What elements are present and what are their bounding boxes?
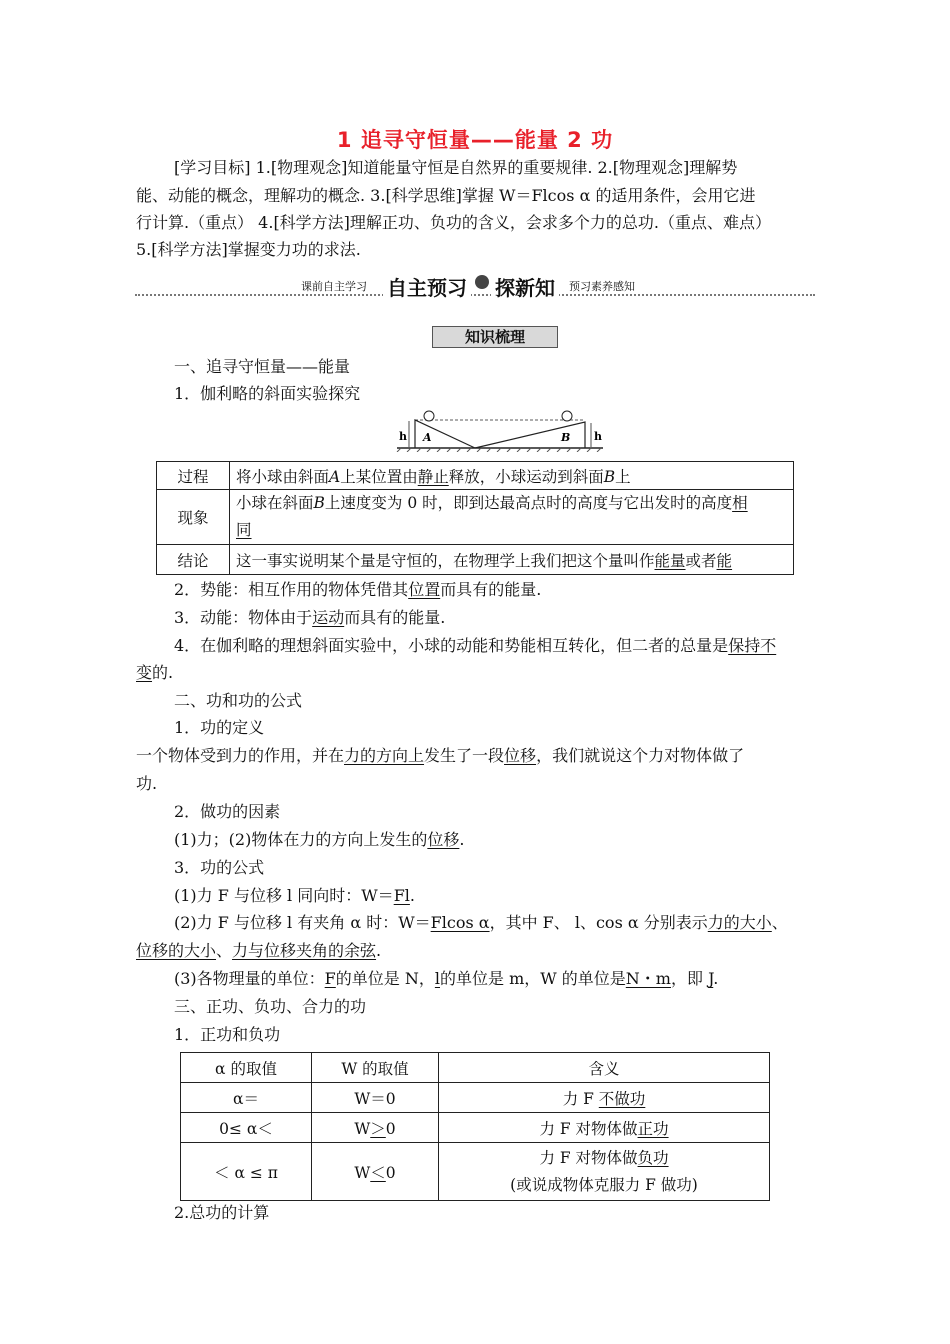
cell-meaning: 力 F 对物体做正功: [439, 1113, 770, 1143]
arrow-circle-icon: [475, 275, 489, 289]
objectives-line-3: 行计算.（重点） 4.[科学方法]理解正功、负功的含义，会求多个力的总功.（重点、难点）: [136, 213, 772, 232]
subheading-1-1: 1．伽利略的斜面实验探究: [174, 384, 361, 403]
banner-left-text: 课前自主学习: [297, 278, 371, 294]
row-head: 过程: [157, 462, 230, 490]
heading-1: 一、追寻守恒量——能量: [174, 357, 351, 376]
formula-2-line-1: (2)力 F 与位移 l 有夹角 α 时：W＝Flcos α，其中 F、 l、cos α 分别表示力的大小、: [174, 913, 788, 932]
cell-w: W＞0: [312, 1113, 439, 1143]
col-header: 含义: [439, 1053, 770, 1083]
row-content: 小球在斜面B上速度变为 0 时，即到达最高点时的高度与它出发时的高度相 同: [230, 490, 794, 545]
section-tag: 知识梳理: [432, 326, 558, 348]
label-b: B: [561, 431, 571, 444]
para-work-factors: (1)力；(2)物体在力的方向上发生的位移.: [174, 830, 465, 849]
cell-w: W＝0: [312, 1083, 439, 1113]
table-row: [181, 1113, 770, 1143]
cell-w: W＜0: [312, 1143, 439, 1201]
page-title: 1 追寻守恒量——能量 2 功: [336, 128, 614, 152]
para-work-definition-1: 一个物体受到力的作用，并在力的方向上发生了一段位移，我们就说这个力对物体做了: [136, 746, 745, 765]
objectives-line-1: [学习目标] 1.[物理观念]知道能量守恒是自然界的重要规律. 2.[物理观念]理解势: [174, 158, 738, 177]
incline-diagram: [395, 408, 605, 452]
cell-meaning: 力 F 对物体做负功 (或说成物体克服力 F 做功): [439, 1143, 770, 1201]
formula-3-units: (3)各物理量的单位：F的单位是 N，l的单位是 m，W 的单位是N・m，即 J.: [174, 969, 719, 988]
table-row: [157, 545, 794, 575]
subheading-3-2: 2.总功的计算: [174, 1203, 270, 1222]
table-header-row: [181, 1053, 770, 1083]
row-head: 现象: [157, 490, 230, 545]
row-content: 将小球由斜面A上某位置由静止释放，小球运动到斜面B上: [230, 462, 794, 490]
label-h-right: h: [594, 430, 602, 443]
objectives-line-2: 能、动能的概念，理解功的概念. 3.[科学思维]掌握 W＝Flcos α 的适用条件，会用它进: [136, 186, 756, 205]
banner-right-text: 预习素养感知: [565, 278, 639, 294]
section-banner: [135, 272, 815, 300]
formula-1: (1)力 F 与位移 l 同向时：W＝Fl.: [174, 886, 415, 905]
label-a: A: [423, 431, 432, 444]
cell-alpha: 0≤ α＜: [181, 1113, 312, 1143]
table-row: [157, 490, 794, 545]
para-potential-energy: 2．势能：相互作用的物体凭借其位置而具有的能量.: [174, 580, 542, 599]
table-row: [157, 462, 794, 490]
col-header: α 的取值: [181, 1053, 312, 1083]
subheading-3-1: 1．正功和负功: [174, 1025, 281, 1044]
para-kinetic-energy: 3．动能：物体由于运动而具有的能量.: [174, 608, 446, 627]
subheading-2-2: 2．做功的因素: [174, 802, 281, 821]
para-galileo-1: 4．在伽利略的理想斜面实验中，小球的动能和势能相互转化，但二者的总量是保持不: [174, 636, 777, 655]
objectives-line-4: 5.[科学方法]掌握变力功的求法.: [136, 240, 361, 259]
subheading-2-1: 1．功的定义: [174, 718, 265, 737]
table-row: [181, 1083, 770, 1113]
cell-alpha: α＝: [181, 1083, 312, 1113]
banner-title-2: 探新知: [491, 272, 559, 301]
heading-2: 二、功和功的公式: [174, 691, 303, 710]
col-header: W 的取值: [312, 1053, 439, 1083]
label-h-left: h: [399, 430, 407, 443]
row-head: 结论: [157, 545, 230, 575]
formula-2-line-2: 位移的大小、力与位移夹角的余弦.: [136, 941, 382, 960]
table-row: [181, 1143, 770, 1201]
para-work-definition-2: 功.: [136, 774, 158, 793]
galileo-table: [156, 461, 794, 575]
cell-meaning: 力 F 不做功: [439, 1083, 770, 1113]
banner-title-1: 自主预习: [383, 272, 471, 301]
cell-alpha: ＜ α ≤ π: [181, 1143, 312, 1201]
work-sign-table: [180, 1052, 770, 1201]
heading-3: 三、正功、负功、合力的功: [174, 997, 367, 1016]
subheading-2-3: 3．功的公式: [174, 858, 265, 877]
para-galileo-2: 变的.: [136, 663, 174, 682]
row-content: 这一事实说明某个量是守恒的，在物理学上我们把这个量叫作能量或者能: [230, 545, 794, 575]
